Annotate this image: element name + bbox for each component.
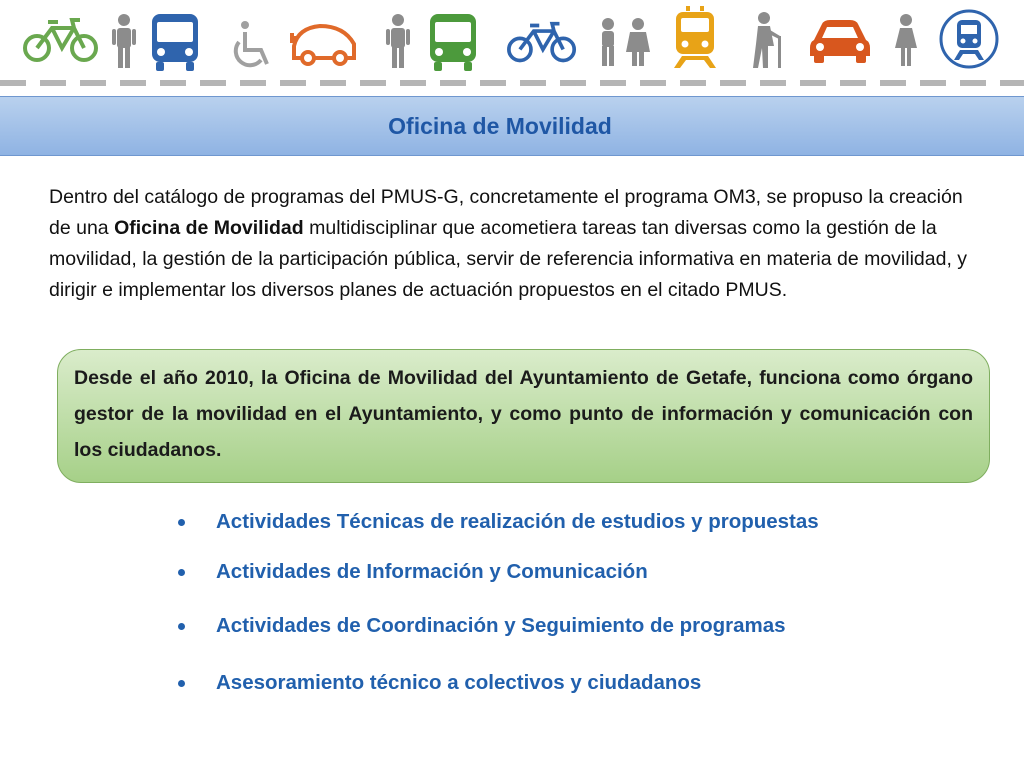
intro-paragraph (49, 182, 984, 306)
intro-text-end: multidisciplinar que acometiera tareas tan diversas como la gestión de la movilidad, la gestión de la participación pública, servir de referencia informativa en materia de movilidad, y dirigir e implementar los diversos planes de actuación propuestos en el citado PMUS. (49, 217, 968, 301)
list-item-text: Actividades Técnicas de realización de estudios y propuestas (216, 510, 819, 533)
bullet-dot-icon (178, 569, 185, 576)
list-item (178, 671, 701, 695)
list-item (178, 560, 648, 584)
list-item-text: Actividades de Coordinación y Seguimiento de programas (216, 614, 786, 637)
bullet-dot-icon (178, 519, 185, 526)
children-icon (592, 18, 654, 68)
highlight-text: Desde el año 2010, la Oficina de Movilidad del Ayuntamiento de Getafe, funciona como órgano gestor de la movilidad en el Ayuntamiento, y como punto de información y comunicación con los ciudadanos. (74, 367, 973, 461)
train-logo-icon (938, 8, 1000, 70)
header-icon-strip (0, 0, 1024, 95)
list-item-text: Actividades de Información y Comunicación (216, 560, 648, 583)
list-item-text: Asesoramiento técnico a colectivos y ciudadanos (216, 671, 702, 694)
train-icon (670, 6, 720, 68)
bicycle-icon (22, 16, 100, 66)
page-title: Oficina de Movilidad (388, 112, 612, 139)
bus-icon (150, 14, 200, 72)
bullet-dot-icon (178, 680, 185, 687)
intro-text-start: Dentro del catálogo de programas del PMUS-G, concretamente el programa OM3, se propuso la creación de una (49, 186, 963, 239)
car-icon (808, 18, 872, 64)
pedestrian-icon (384, 14, 412, 70)
woman-icon (892, 14, 920, 68)
electric-car-icon (288, 20, 360, 68)
list-item (178, 510, 819, 534)
title-bar (0, 96, 1024, 156)
bus-icon (428, 14, 478, 72)
list-item (178, 614, 786, 638)
wheelchair-icon (231, 20, 277, 70)
bicycle-icon (506, 20, 578, 66)
bullet-dot-icon (178, 623, 185, 630)
intro-bold-term: Oficina de Movilidad (114, 217, 304, 239)
elderly-person-icon (752, 12, 788, 70)
pedestrian-icon (110, 14, 138, 70)
highlight-box (57, 349, 990, 483)
road-dash-line (0, 80, 1024, 86)
